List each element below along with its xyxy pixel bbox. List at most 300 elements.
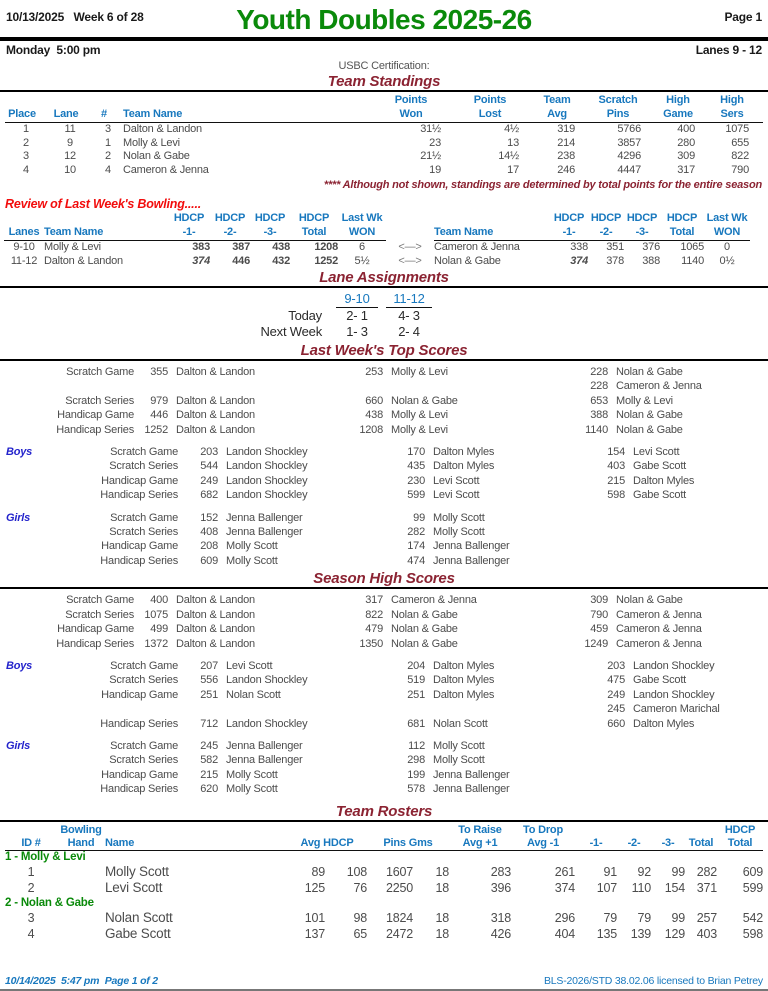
score-value: 681: [407, 717, 425, 730]
roster-cell: 137: [304, 927, 325, 942]
score-value: [603, 739, 625, 753]
score-value: 598: [607, 489, 625, 502]
roster-cell: Levi Scott: [105, 880, 163, 896]
team-score-block: [0, 593, 768, 651]
review-series-total: 1208: [314, 241, 338, 253]
score-holder: Nolan & Gabe: [616, 366, 683, 378]
score-value: 309: [590, 594, 608, 607]
standings-cell: 822: [731, 150, 749, 162]
score-row: [0, 445, 768, 459]
girls-score-block: [0, 739, 768, 797]
score-holder: Nolan & Gabe: [616, 423, 683, 436]
score-value: 544: [200, 460, 218, 473]
review-header-cell: -3-: [624, 226, 660, 242]
score-holder: Nolan Scott: [226, 688, 281, 701]
score-value: 99: [413, 511, 425, 524]
spacer: [4, 554, 62, 568]
score-holder: Cameron & Jenna: [616, 608, 702, 621]
score-holder: [168, 379, 349, 393]
score-holder: Gabe Scott: [633, 674, 687, 687]
score-category: Handicap Game: [101, 688, 178, 701]
score-value: 215: [200, 768, 218, 781]
page-footer: [0, 975, 768, 987]
score-row: [0, 608, 768, 622]
team-rosters-table: [5, 824, 763, 943]
standings-header-cell: [655, 94, 709, 123]
roster-group-row: [5, 850, 763, 864]
standings-header-cell: [589, 94, 655, 123]
score-category: Handicap Series: [100, 554, 178, 567]
score-holder: Landon Shockley: [226, 489, 308, 502]
lane-row-label: Next Week: [260, 324, 322, 339]
score-value: 230: [407, 474, 425, 487]
score-row: [0, 739, 768, 753]
score-value: 1075: [144, 608, 168, 621]
spacer: [4, 753, 62, 767]
score-value: [603, 511, 625, 525]
review-header-cell: HDCP: [626, 212, 658, 224]
score-value: [134, 379, 168, 393]
roster-header-cell: Avg HDCP: [287, 837, 367, 851]
score-holder: Molly & Levi: [391, 423, 448, 436]
score-holder: Jenna Ballenger: [226, 526, 303, 539]
review-game-score: 438: [272, 241, 290, 253]
lane-assignment-row: [250, 324, 436, 340]
review-team-name: Nolan & Gabe: [434, 254, 501, 267]
roster-player-row: [5, 926, 763, 943]
review-series-total: 1140: [681, 254, 704, 267]
score-value: 1350: [359, 637, 383, 650]
score-holder: [383, 379, 574, 393]
standings-cell: 280: [677, 136, 695, 149]
review-header-cell: [386, 212, 434, 226]
score-value: [603, 753, 625, 767]
review-header-cell: WON: [338, 226, 386, 242]
score-holder: Dalton Myles: [433, 674, 495, 687]
standings-cell: 1075: [725, 123, 749, 135]
versus-arrow: <—>: [398, 241, 422, 253]
standings-footnote: **** Although not shown, standings are determined by total points for the entire season: [323, 179, 762, 191]
score-category: Handicap Series: [100, 717, 178, 730]
score-category: Scratch Game: [110, 446, 178, 459]
score-value: 228: [590, 380, 608, 393]
roster-player-row: [5, 910, 763, 927]
score-value: 599: [407, 489, 425, 502]
footer-print-info: 10/14/2025 5:47 pm Page 1 of 2: [5, 975, 158, 987]
roster-cell: 296: [554, 910, 575, 925]
boys-label: Boys: [6, 659, 33, 672]
score-holder: Dalton & Landon: [176, 637, 255, 650]
score-holder: Levi Scott: [433, 489, 480, 502]
team-score-block: [0, 365, 768, 437]
standings-cell: 4: [105, 163, 111, 176]
review-header-cell: -1-: [550, 226, 588, 242]
lane-pair-label: 9-10: [336, 291, 378, 308]
review-header-cell: HDCP: [173, 212, 205, 224]
spacer: [4, 459, 62, 473]
standings-cell: 19: [429, 163, 441, 176]
review-header-cell: Team Name: [44, 226, 168, 242]
score-value: 203: [607, 659, 625, 672]
score-value: 459: [590, 623, 608, 636]
review-header-top: [0, 212, 768, 226]
roster-cell: 403: [696, 927, 717, 942]
score-holder: Levi Scott: [633, 446, 680, 459]
standings-header-cell: [533, 94, 589, 123]
girls-label: Girls: [6, 739, 31, 752]
roster-cell: 18: [435, 910, 449, 925]
score-holder: [625, 782, 764, 796]
review-header-cell: [44, 212, 168, 226]
team-standings-table: [0, 94, 768, 177]
review-header-cell: Lanes: [4, 226, 44, 242]
score-value: 790: [590, 608, 608, 621]
score-holder: Landon Shockley: [226, 717, 308, 730]
review-game-score: 376: [642, 241, 660, 253]
roster-cell: 396: [490, 881, 511, 896]
score-holder: [625, 768, 764, 782]
standings-header-cell: [709, 94, 763, 123]
score-value: 712: [200, 717, 218, 730]
score-holder: Landon Shockley: [226, 474, 308, 487]
score-holder: Jenna Ballenger: [226, 511, 303, 524]
standings-cell: Molly & Levi: [123, 136, 180, 149]
roster-cell: 426: [490, 927, 511, 942]
score-holder: Dalton & Landon: [176, 409, 255, 422]
score-category: Scratch Game: [110, 659, 178, 672]
roster-header-cell: [287, 824, 325, 837]
roster-cell: 1607: [385, 864, 413, 879]
spacer: [4, 673, 62, 687]
score-category: Handicap Game: [101, 474, 178, 487]
roster-header-cell: -3-: [651, 837, 685, 851]
usbc-certification: USBC Certification:: [338, 60, 430, 72]
score-holder: Gabe Scott: [633, 489, 687, 502]
report-date: 10/13/2025: [6, 10, 65, 24]
score-value: 355: [150, 366, 168, 378]
spacer: [4, 488, 62, 502]
review-header-cell: HDCP: [254, 212, 286, 224]
review-header-cell: [4, 212, 44, 226]
score-holder: Molly & Levi: [391, 366, 448, 378]
score-category: Scratch Game: [110, 511, 178, 524]
roster-header-cell: [325, 824, 367, 837]
score-holder: Landon Shockley: [633, 659, 715, 672]
score-value: 245: [200, 739, 218, 752]
score-value: 582: [200, 754, 218, 767]
header-line: High: [666, 94, 690, 106]
score-holder: Jenna Ballenger: [433, 783, 510, 796]
review-game-score: 378: [606, 254, 624, 267]
score-holder: Dalton & Landon: [176, 594, 255, 607]
review-team-name: Dalton & Landon: [44, 254, 123, 267]
roster-header-cell: Total: [717, 837, 763, 851]
score-category: Handicap Series: [56, 637, 134, 650]
lane-row-label: Today: [288, 308, 322, 323]
session-time: 5:00 pm: [56, 43, 101, 57]
section-rule: [0, 359, 768, 361]
roster-header-cell: [413, 824, 449, 837]
roster-cell: 4: [27, 927, 35, 942]
score-value: 660: [607, 717, 625, 730]
score-holder: Dalton & Landon: [176, 394, 255, 407]
lane-matchup: 4- 3: [398, 308, 420, 323]
session-row: [0, 41, 768, 59]
page-number: Page 1: [724, 10, 762, 24]
score-category: Handicap Series: [100, 489, 178, 502]
lane-pairs-header: [250, 291, 436, 308]
score-holder: [625, 753, 764, 767]
score-holder: Molly & Levi: [616, 394, 673, 407]
roster-header-cell: Avg -1: [511, 837, 575, 851]
review-header-cell: HDCP: [214, 212, 246, 224]
score-value: 682: [200, 489, 218, 502]
girls-label: Girls: [6, 511, 31, 524]
score-holder: Molly Scott: [226, 540, 278, 553]
review-game-score: 432: [272, 254, 290, 267]
roster-cell: 135: [596, 927, 617, 942]
review-header-cell: Last Wk: [341, 212, 383, 224]
roster-cell: 125: [304, 881, 325, 896]
roster-cell: Molly Scott: [105, 863, 169, 879]
standings-cell: 23: [429, 136, 441, 149]
standings-cell: Cameron & Jenna: [123, 163, 209, 176]
roster-header-cell: HDCP: [724, 823, 756, 836]
score-holder: Dalton Myles: [433, 659, 495, 672]
score-value: 154: [607, 446, 625, 459]
review-game-score: 338: [570, 241, 588, 253]
roster-header-top: [5, 824, 763, 837]
roster-cell: 283: [490, 864, 511, 879]
score-holder: Jenna Ballenger: [226, 739, 303, 752]
section-title-team-standings: Team Standings: [327, 73, 441, 90]
spacer: [4, 717, 62, 731]
league-title: Youth Doubles 2025-26: [236, 4, 532, 35]
roster-cell: 18: [435, 864, 449, 879]
score-value: 519: [407, 674, 425, 687]
review-team-name: Cameron & Jenna: [434, 241, 520, 253]
score-holder: Nolan & Gabe: [391, 637, 458, 650]
standings-header: [0, 94, 768, 123]
score-value: 251: [200, 688, 218, 701]
header-line: Place: [8, 107, 36, 120]
header-line: Points: [473, 94, 507, 106]
score-value: 1140: [585, 423, 608, 436]
roster-group-row: [5, 897, 763, 910]
review-header-cell: HDCP: [590, 212, 622, 224]
standings-cell: Nolan & Gabe: [123, 150, 190, 162]
review-header-cell: -1-: [168, 226, 210, 242]
score-value: 253: [365, 366, 383, 378]
score-holder: Molly & Levi: [391, 409, 448, 422]
roster-cell: 92: [637, 864, 651, 879]
review-team-name: Molly & Levi: [44, 241, 101, 253]
section-title-season-high-scores: Season High Scores: [313, 570, 455, 588]
review-row: [0, 241, 768, 255]
score-row: [0, 622, 768, 636]
score-row: [0, 673, 768, 687]
score-category: Handicap Game: [57, 409, 134, 422]
spacer: [4, 688, 62, 702]
score-category: Handicap Series: [56, 423, 134, 436]
score-holder: Molly Scott: [433, 511, 485, 524]
score-row: [0, 408, 768, 422]
lane-pair-label: 11-12: [386, 291, 432, 308]
score-value: [603, 782, 625, 796]
standings-cell: 31½: [420, 123, 441, 135]
roster-header-cell: Avg +1: [449, 837, 511, 851]
score-holder: Dalton Myles: [633, 717, 695, 730]
page-header: [0, 0, 768, 36]
score-category: Handicap Game: [101, 768, 178, 781]
lane-assignment-row: [250, 308, 436, 324]
spacer: [4, 782, 62, 796]
roster-header-cell: Bowling: [60, 823, 102, 836]
header-line: Lane: [53, 107, 79, 120]
roster-header-cell: Name: [105, 837, 287, 851]
score-value: 388: [590, 409, 608, 422]
score-holder: Nolan & Gabe: [616, 409, 683, 422]
roster-cell: 98: [353, 910, 367, 925]
roster-cell: 1824: [385, 910, 413, 925]
score-holder: Nolan & Gabe: [391, 623, 458, 636]
standings-header-cell: [375, 94, 455, 123]
score-holder: Jenna Ballenger: [226, 754, 303, 767]
score-value: 152: [200, 511, 218, 524]
score-holder: Nolan & Gabe: [616, 594, 683, 607]
roster-header-cell: To Drop: [523, 823, 563, 836]
score-holder: Landon Shockley: [226, 674, 308, 687]
spacer: [250, 291, 332, 308]
score-holder: [625, 739, 764, 753]
roster-header-cell: -1-: [575, 837, 617, 851]
roster-cell: 139: [630, 927, 651, 942]
score-category: Handicap Game: [57, 623, 134, 636]
score-value: [603, 768, 625, 782]
score-holder: Molly Scott: [226, 768, 278, 781]
score-value: 446: [150, 409, 168, 422]
score-category: Handicap Game: [101, 540, 178, 553]
roster-cell: Gabe Scott: [105, 926, 171, 942]
review-game-score: 388: [642, 254, 660, 267]
review-header-cell: WON: [704, 226, 750, 242]
score-category: Scratch Game: [66, 594, 134, 607]
score-category: Scratch Series: [109, 526, 178, 539]
boys-label: Boys: [6, 446, 33, 459]
last-week-review-table: [0, 212, 768, 268]
score-value: 249: [200, 474, 218, 487]
score-value: 245: [607, 703, 625, 716]
score-holder: Nolan & Gabe: [391, 608, 458, 621]
roster-cell: 154: [664, 881, 685, 896]
score-value: 1252: [144, 423, 168, 436]
score-row: [0, 379, 768, 393]
score-holder: Gabe Scott: [633, 460, 687, 473]
score-category: Scratch Game: [110, 739, 178, 752]
review-lanes: 11-12: [10, 254, 38, 267]
review-heading: Review of Last Week's Bowling.....: [5, 197, 201, 211]
roster-cell: 18: [435, 881, 449, 896]
roster-cell: 1: [27, 864, 35, 879]
score-holder: [625, 539, 764, 553]
spacer: [4, 702, 62, 716]
header-line: Avg: [547, 107, 567, 120]
score-row: [0, 474, 768, 488]
standings-header-cell: [47, 108, 93, 124]
standings-cell: 9: [67, 136, 73, 149]
score-value: 438: [365, 409, 383, 422]
last-week-top-scores: [0, 365, 768, 568]
score-row: [0, 659, 768, 673]
standings-row: [0, 164, 768, 178]
roster-header-cell: [685, 824, 717, 837]
section-rule: [0, 90, 768, 92]
review-header-cell: [434, 212, 550, 226]
lane-assignments-table: [250, 291, 436, 340]
score-value: [178, 702, 218, 716]
score-holder: Landon Shockley: [226, 460, 308, 473]
review-game-score: 387: [232, 241, 250, 253]
score-holder: Levi Scott: [433, 474, 480, 487]
score-row: [0, 459, 768, 473]
score-value: 578: [407, 783, 425, 796]
score-holder: Molly Scott: [226, 554, 278, 567]
roster-cell: 609: [742, 864, 763, 879]
score-holder: Jenna Ballenger: [433, 554, 510, 567]
score-row: [0, 511, 768, 525]
review-header-cell: Team Name: [434, 226, 550, 242]
score-holder: Cameron Marichal: [633, 703, 720, 716]
roster-cell: 542: [742, 910, 763, 925]
review-series-total: 1252: [314, 254, 338, 267]
roster-cell: 257: [696, 910, 717, 925]
score-holder: Cameron & Jenna: [616, 623, 702, 636]
review-lanes: 9-10: [13, 241, 35, 253]
review-header-bottom: [0, 226, 768, 242]
score-holder: Cameron & Jenna: [391, 594, 477, 607]
score-category: Scratch Series: [109, 460, 178, 473]
review-header-cell: HDCP: [666, 212, 698, 224]
standings-cell: 2: [105, 150, 111, 162]
roster-cell: 79: [637, 910, 651, 925]
standings-header-cell: [123, 108, 375, 124]
score-holder: [625, 525, 764, 539]
roster-cell: [57, 926, 105, 943]
score-holder: Levi Scott: [226, 659, 273, 672]
roster-header-cell: ID #: [5, 837, 57, 851]
review-header-cell: HDCP: [553, 212, 585, 224]
roster-cell: 65: [353, 927, 367, 942]
header-line: #: [101, 107, 107, 120]
review-header-cell: Total: [660, 226, 704, 242]
standings-cell: 4½: [504, 123, 519, 135]
header-line: Scratch: [598, 94, 638, 106]
roster-cell: 107: [596, 881, 617, 896]
score-category: Scratch Series: [109, 674, 178, 687]
score-row: [0, 554, 768, 568]
roster-cell: [57, 880, 105, 897]
score-value: 170: [407, 446, 425, 459]
score-value: 112: [408, 739, 425, 752]
score-row: [0, 688, 768, 702]
score-category: Scratch Game: [66, 366, 134, 378]
roster-cell: 89: [311, 864, 325, 879]
score-holder: Molly Scott: [433, 526, 485, 539]
versus-arrow: <—>: [398, 254, 422, 267]
score-holder: [218, 702, 399, 716]
standings-cell: 1: [105, 136, 111, 149]
review-row: [0, 255, 768, 269]
